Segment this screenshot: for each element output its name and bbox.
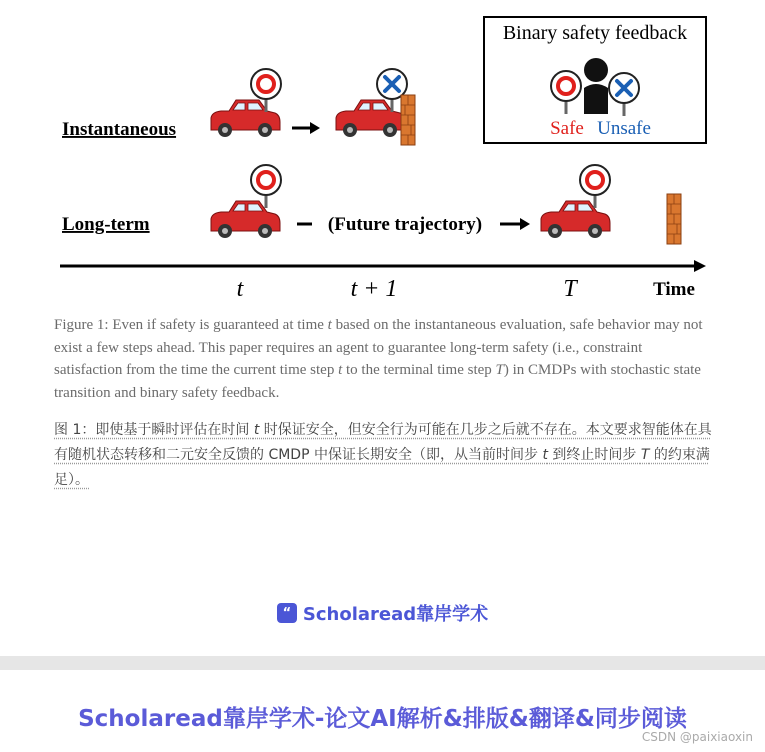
caption-variable-t: t (338, 362, 343, 378)
promo-banner-title: Scholaread靠岸学术-论文AI解析&排版&翻译&同步阅读 (78, 706, 687, 732)
caption-text: based on the instantaneous evaluation, safe behavior may not exist a few steps ahead. This paper requires an agent to guarantee long-term safety (i.e., constraint satisfaction from the time the current time step (54, 317, 703, 378)
car-icon (211, 201, 280, 238)
caption-variable-t: t (327, 317, 332, 333)
caption-text: Figure 1: Even if safety is guaranteed at time (54, 317, 328, 333)
arrow-icon (292, 122, 320, 134)
caption-text: 到终止时间步 (547, 447, 641, 463)
caption-text: 图 1：即使基于瞬时评估在时间 (54, 422, 254, 438)
car-icon (541, 201, 610, 238)
csdn-watermark: CSDN @paixiaoxin (641, 730, 753, 744)
row-label-instantaneous: Instantaneous (62, 119, 177, 140)
arrow-icon (500, 218, 530, 230)
caption-variable-T: T (495, 362, 504, 378)
legend-box (484, 17, 706, 143)
figure-caption-chinese[interactable] (54, 418, 722, 493)
caption-variable-t: t (542, 447, 548, 463)
brick-wall-icon (401, 95, 415, 145)
legend-safe-label: Safe (550, 118, 584, 139)
future-trajectory-label: (Future trajectory) (327, 214, 483, 235)
figure-illustration (0, 0, 765, 310)
axis-tick-T: T (563, 276, 577, 302)
caption-text: 时保证安全，但安全行为可能在几步之后就不存在。本文要求智能体在具有随机状态转移和二元安全反馈的 CMDP 中保证长期安全（即，从当前时间步 (54, 422, 712, 463)
axis-tick-t: t (236, 276, 244, 302)
time-axis (60, 260, 706, 272)
section-divider (0, 656, 765, 670)
quote-icon: “ (277, 603, 297, 623)
legend-title: Binary safety feedback (502, 22, 688, 44)
caption-text: to the terminal time step (342, 362, 496, 378)
caption-variable-T: T (640, 447, 650, 463)
legend-unsafe-label: Unsafe (597, 118, 651, 139)
brick-wall-icon (667, 194, 681, 244)
figure-caption-english (54, 314, 714, 404)
brand-name: Scholaread靠岸学术 (302, 604, 489, 625)
caption-text: ) in CMDPs with stochastic state transition and binary safety feedback. (54, 362, 701, 401)
caption-text: 的约束满足）。 (54, 447, 710, 488)
agent-icon (584, 58, 608, 114)
scholaread-brand[interactable] (0, 600, 765, 626)
car-icon (336, 100, 405, 137)
axis-tick-t-plus-1: t + 1 (350, 276, 398, 302)
row-label-long-term: Long-term (62, 214, 150, 235)
axis-label-time: Time (653, 279, 695, 300)
caption-variable-t: t (253, 422, 260, 438)
car-icon (211, 100, 280, 137)
